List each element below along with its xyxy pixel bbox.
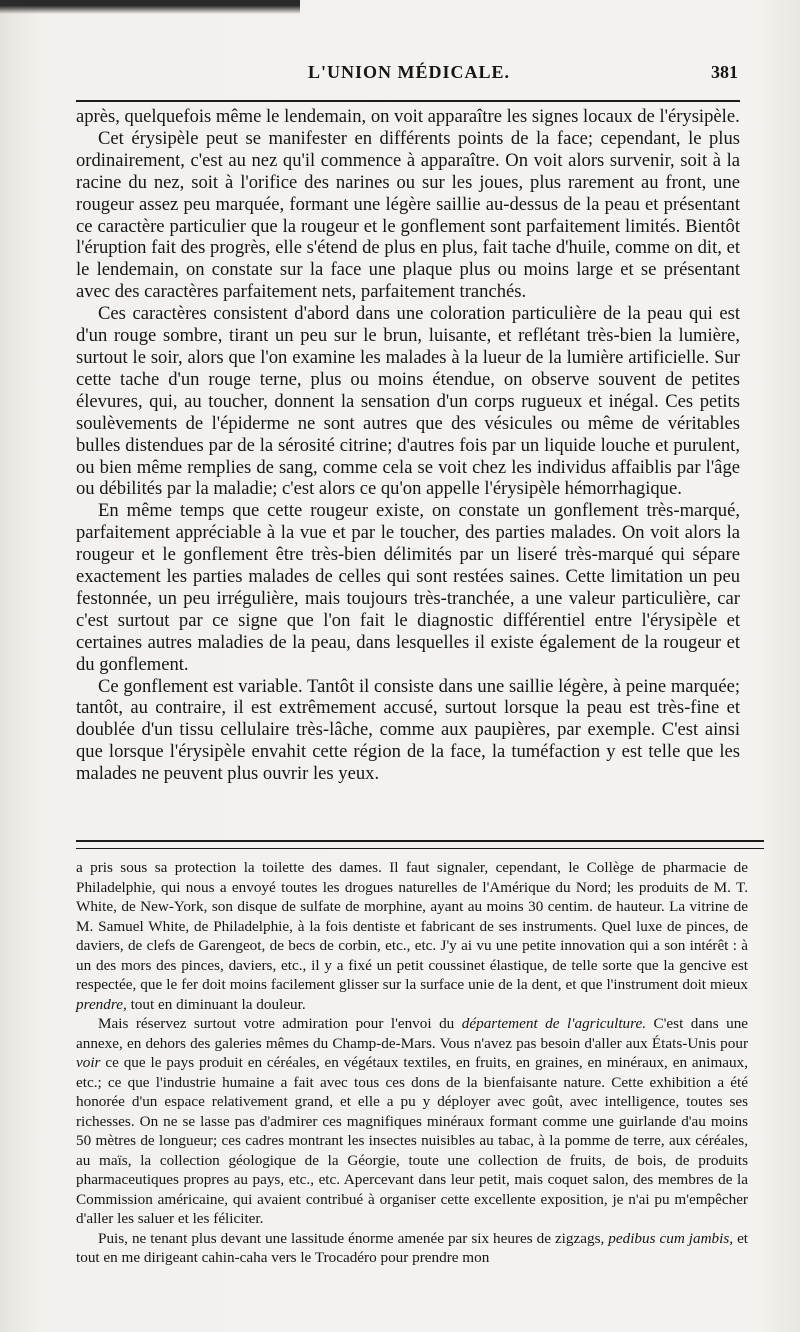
feuilleton-p2-end: ce que le pays produit en céréales, en végétaux textiles, en fruits, en graines, en minéraux, en animaux, etc.; ce que l'industrie humaine a fait avec tous ces dons de la bienfaisante nature. Cette exhibition a été honorée d'un espace relativement grand, et elle a pu y déployer avec goût, avec intelligence, toutes ses richesses. On ne se lasse pas d'admirer ces magnifiques minéraux formant comme une guirlande d'au moins 50 mètres de longueur; ces cadres montrant les insectes nuisibles au tabac, à la pomme de terre, aux céréales, au maïs, la collection géologique de la Géorgie, toute une collection de fruits, de bois, de produits pharmaceutiques propres au pays, etc., etc. Apercevant dans leur petit, mais coquet salon, des membres de la Commission américaine, qui avaient contribué à organiser cette excellente exposition, je n'ai pu m'empêcher d'aller les saluer et les féliciter. [76, 1054, 749, 1227]
article-paragraph-2: Cet érysipèle peut se manifester en différents points de la face; cependant, le plus ordinairement, c'est au nez qu'il commence à apparaître. On voit alors survenir, soit à la racine du nez, soit à l'orifice des narines ou sur les joues, plus rarement au front, une rougeur assez peu marquée, formant une légère saillie au-dessus de la peau et présentant ce caractère particulier que la rougeur et le gonflement sont parfaitement limités. Bientôt l'éruption fait des progrès, elle s'étend de plus en plus, fait tache d'huile, comme on dit, et le lendemain, on constate sur la face une plaque plus ou moins large et se présentant avec des caractères parfaitement nets, parfaitement tranchés. [76, 127, 740, 303]
article-paragraph-3: Ces caractères consistent d'abord dans une coloration particulière de la peau qui est d'un rouge sombre, tirant un peu sur le brun, luisante, et reflétant très-bien la lumière, surtout le soir, alors que l'on examine les malades à la lueur de la lumière artificielle. Sur cette tache d'un rouge terne, plus ou moins étendue, on observe souvent de petites élevures, qui, au toucher, donnent la sensation d'un corps rugueux et inégal. Ces petits soulèvements de l'épiderme ne sont autres que des vésicules ou même de véritables bulles distendues par de la sérosité citrine; d'autres fois par un liquide louche et purulent, ou bien même remplies de sang, comme cela se voit chez les individus affaiblis par l'âge ou débilités par la maladie; c'est alors ce qu'on appelle l'érysipèle hémorrhagique. [76, 303, 740, 500]
article-paragraph-4: En même temps que cette rougeur existe, on constate un gonflement très-marqué, parfaitement appréciable à la vue et par le toucher, des parties malades. On voit alors la rougeur et le gonflement être très-bien délimités par un liseré très-marqué qui sépare exactement les parties malades de celles qui sont restées saines. Cette limitation un peu festonnée, un peu irrégulière, mais toujours très-tranchée, a une valeur particulière, car c'est surtout par ce signe que l'on fait le diagnostic différentiel entre l'érysipèle et certaines autres maladies de la peau, dans lesquelles il existe également de la rougeur et du gonflement. [76, 500, 740, 675]
feuilleton-p1-italic: prendre [76, 995, 123, 1013]
feuilleton-paragraph-2 [76, 1014, 748, 1229]
article-paragraph-1: après, quelquefois même le lendemain, on voit apparaître les signes locaux de l'érysipèle. [76, 106, 740, 127]
feuilleton-p1-end: , tout en diminuant la douleur. [122, 995, 306, 1013]
article-body [76, 106, 740, 785]
page-header [74, 62, 744, 92]
feuilleton-paragraph-3 [76, 1229, 748, 1268]
feuilleton-p2-start: Mais réservez surtout votre admiration pour l'envoi du [98, 1015, 455, 1032]
feuilleton-paragraph-1 [76, 858, 748, 1014]
article-paragraph-5: Ce gonflement est variable. Tantôt il consiste dans une saillie légère, à peine marquée; tantôt, au contraire, il est extrêmement accusé, surtout lorsque la peau est très-fine et doublée d'un tissu cellulaire très-lâche, comme aux paupières, par exemple. C'est ainsi que lorsque l'érysipèle envahit cette région de la face, la tuméfaction y est telle que les malades ne peuvent plus ouvrir les yeux. [76, 675, 740, 785]
feuilleton-body [76, 858, 748, 1268]
feuilleton-separator [76, 840, 764, 849]
feuilleton-p2-mid: C'est dans une annexe, en dehors des galeries mêmes du Champ-de-Mars. Vous n'avez pas besoin d'aller aux États-Unis pour [76, 1015, 749, 1052]
header-rule [76, 100, 740, 102]
feuilleton-p3-start: Puis, ne tenant plus devant une lassitude énorme amenée par six heures de zigzags, [98, 1229, 605, 1247]
page-number: 381 [711, 62, 738, 82]
feuilleton-p3-end: et tout en me dirigeant cahin-caha vers le Trocadéro pour prendre mon [76, 1229, 749, 1266]
feuilleton-p3-italic: pedibus cum jambis, [608, 1229, 734, 1247]
running-title: L'UNION MÉDICALE. [307, 62, 511, 82]
feuilleton-p2-italic: département de l'agriculture. [461, 1015, 647, 1032]
feuilleton-p1-text: a pris sous sa protection la toilette des dames. Il faut signaler, cependant, le Collège de pharmacie de Philadelphie, qui nous a envoyé toutes les drogues naturelles de l'Amérique du Nord; les produits de M. T. White, de New-York, son disque de sulfate de morphine, ayant au moins 30 centim. de hauteur. La vitrine de M. Samuel White, de Philadelphie, à la fois dentiste et fabricant de ses instruments. Quel luxe de pinces, de daviers, de clefs de Garengeot, de becs de corbin, etc., etc. J'y ai vu une petite innovation qui a son intérêt : à un des mors des pinces, daviers, etc., il y a fixé un petit coussinet élastique, de telle sorte que la gencive est respectée, que le fer doit moins facilement glisser sur la surface unie de la dent, et que l'instrument doit mieux [76, 859, 748, 993]
feuilleton-p2-italic2: voir [76, 1054, 101, 1071]
scan-edge-shadow [0, 0, 300, 14]
